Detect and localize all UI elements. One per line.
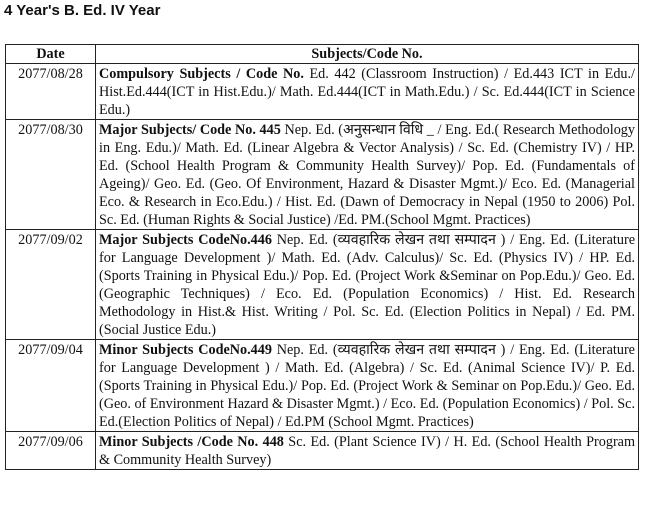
subjects-cell [96,432,639,470]
subjects-cell [96,340,639,432]
subject-group-code: Major Subjects CodeNo.446 [99,232,272,248]
exam-date-cell: 2077/09/02 [6,230,96,340]
column-header-date: Date [6,45,96,64]
table-row [6,120,639,230]
exam-date-cell: 2077/08/28 [6,64,96,120]
subject-list: Sc. Ed. (Plant Science IV) / H. Ed. (School Health Program & Community Health Survey) [99,434,636,468]
subjects-cell [96,230,639,340]
subjects-cell [96,64,639,120]
exam-date-cell: 2077/09/04 [6,340,96,432]
subject-list: Nep. Ed. (व्यवहारिक लेखन तथा सम्पादन ) / Eng. Ed. (Literature for Language Development )/ Math. Ed. (Adv. Calculus)/ Sc. Ed. (Physics IV) / HP. Ed. (Sports Training in Physical Edu.)/ Pop. Ed. (Project Work &Seminar on Pop.Edu.)/ Geo. Ed. (Geographic Techniques) / Eco. Ed. (Population Economics) / Hist. Ed. Research Methodology in Hist.& Hist. Writing / Pol. Sc. Ed. (Election Politics in Nepal) / Ed. PM. (Social Justice Edu.) [99,232,635,338]
table-row [6,230,639,340]
exam-date-cell: 2077/08/30 [6,120,96,230]
exam-date-cell: 2077/09/06 [6,432,96,470]
subject-group-code: Compulsory Subjects / Code No. [99,66,304,82]
column-header-subjects: Subjects/Code No. [96,45,639,64]
subject-list: Ed. 442 (Classroom Instruction) / Ed.443 ICT in Edu./ Hist.Ed.444(ICT in Hist.Edu.)/ Math. Ed.444(ICT in Math.Edu.) / Sc. Ed.444(ICT in Science Edu.) [99,66,636,118]
table-row [6,340,639,432]
table-row [6,64,639,120]
table-header-row [6,45,639,64]
subject-group-code: Minor Subjects /Code No. 448 [99,434,284,450]
subject-group-code: Minor Subjects CodeNo.449 [99,342,272,358]
exam-schedule-table [5,44,639,470]
subjects-cell [96,120,639,230]
table-row [6,432,639,470]
subject-list: Nep. Ed. (व्यवहारिक लेखन तथा सम्पादन ) / Eng. Ed. (Literature for Language Development ) / Math. Ed. (Algebra) / Sc. Ed. (Animal Science IV)/ P. Ed. (Sports Training in Physical Edu.)/ Pop. Ed. (Project Work & Seminar on Pop.Edu.)/ Geo. Ed. (Geo. of Environment Hazard & Disaster Mgmt.) / Eco. Ed. (Population Economics) / Pol. Sc. Ed.(Election Politics of Nepal) / Ed.PM (School Mgmt. Practices) [99,342,635,430]
subject-group-code: Major Subjects/ Code No. 445 [99,122,281,138]
subject-list: Nep. Ed. (अनुसन्धान विधि _ / Eng. Ed.( Research Methodology in Eng. Edu.)/ Math. Ed. (Linear Algebra & Vector Analysis) / Sc. Ed. (Chemistry IV) / HP. Ed. (School Health Program & Community Health Survey)/ Pop. Ed. (Fundamentals of Ageing)/ Geo. Ed. (Geo. Of Environment, Hazard & Disaster Mgmt.)/ Eco. Ed. (Managerial Eco. & Research in Eco.Edu.) / Hist. Ed. (Dawn of Democracy in Nepal (1950 to 2006) Pol. Sc. Ed. (Human Rights & Social Justice) /Ed. PM.(School Mgmt. Practices) [99,122,635,228]
page-heading: 4 Year's B. Ed. IV Year [4,2,161,19]
